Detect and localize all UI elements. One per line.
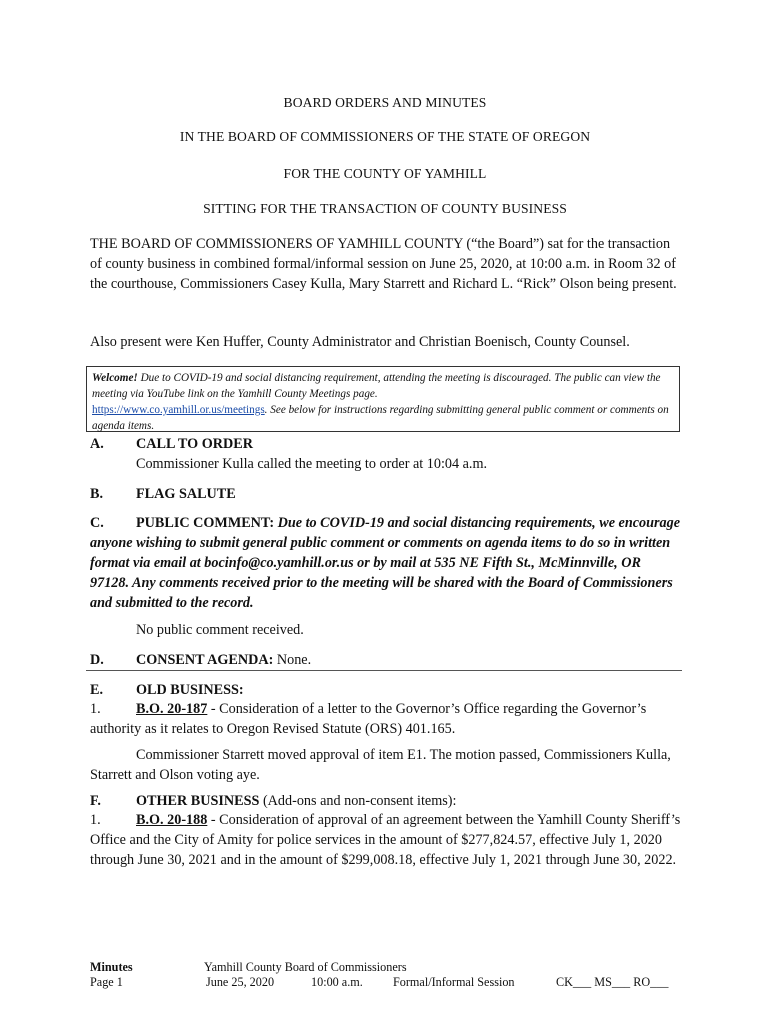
section-f-item-1 (90, 810, 682, 870)
footer-date: June 25, 2020 (206, 975, 275, 989)
section-c-body: Due to COVID-19 and social distancing requirements, we encourage anyone wishing to submit general public comment or comments on agenda items to do so in written format via email at bocinfo@co.yamhill.or.us or by mail at 535 NE Fifth St., McMinnville, OR 97128. Any comments received prior to the meeting will be shared with the Board of Commissioners and submitted to the record. (90, 515, 681, 611)
covid-notice-box (86, 366, 680, 432)
section-a-number: A. (90, 436, 104, 452)
meetings-link[interactable]: https://www.co.yamhill.or.us/meetings (92, 404, 265, 416)
footer-left (90, 960, 133, 990)
footer-initials: CK___ MS___ RO___ (556, 975, 669, 989)
section-f-subtitle: (Add-ons and non-consent items): (259, 793, 457, 809)
section-f-title: OTHER BUSINESS (136, 793, 260, 809)
section-a-body: Commissioner Kulla called the meeting to order at 10:04 a.m. (136, 456, 488, 472)
section-e-item-1 (90, 699, 682, 739)
section-f-heading (90, 791, 682, 811)
board-order-20-187: B.O. 20-187 (136, 701, 208, 717)
section-c-note: No public comment received. (136, 622, 304, 638)
title-county: FOR THE COUNTY OF YAMHILL (283, 166, 487, 181)
title-transaction: SITTING FOR THE TRANSACTION OF COUNTY BUSINESS (203, 201, 567, 216)
section-e-motion: Commissioner Starrett moved approval of item E1. The motion passed, Commissioners Kulla, Starrett and Olson voting aye. (90, 747, 671, 783)
section-a-heading (90, 434, 682, 454)
section-d-title: CONSENT AGENDA: (136, 652, 274, 668)
section-c-number: C. (90, 515, 104, 531)
section-d-body: None. (273, 652, 312, 668)
section-divider (86, 670, 682, 671)
footer-page-number: Page 1 (90, 975, 123, 989)
title-board-orders: BOARD ORDERS AND MINUTES (283, 95, 487, 110)
notice-text-2: . See below for instructions regarding submitting general public comment or comments on agenda items. (92, 404, 669, 432)
section-e-item-number: 1. (90, 701, 101, 717)
footer-minutes: Minutes (90, 960, 133, 974)
section-f-item-text: - Consideration of approval of an agreement between the Yamhill County Sheriff’s Office and the City of Amity for police services in the amount of $277,824.57, effective July 1, 2020 through June 30, 2021 and in the amount of $299,008.18, effective July 1, 2021 through June 30, 2022. (90, 812, 681, 868)
section-e-item-text: - Consideration of a letter to the Governor’s Office regarding the Governor’s authority as it relates to Oregon Revised Statute (ORS) 401.165. (90, 701, 647, 737)
section-e-title: OLD BUSINESS: (136, 682, 244, 698)
section-e-heading (90, 680, 682, 700)
section-d-heading (90, 650, 682, 670)
footer-time: 10:00 a.m. (311, 975, 363, 989)
section-f-item-number: 1. (90, 812, 101, 828)
section-c-title: PUBLIC COMMENT: (136, 515, 275, 531)
section-c-paragraph (90, 513, 682, 613)
section-b-title: FLAG SALUTE (136, 486, 236, 502)
footer-board: Yamhill County Board of Commissioners (204, 960, 407, 974)
section-a-title: CALL TO ORDER (136, 436, 253, 452)
footer-session: Formal/Informal Session (393, 975, 515, 989)
board-order-20-188: B.O. 20-188 (136, 812, 208, 828)
section-b-heading (90, 484, 682, 504)
title-board-commissioners: IN THE BOARD OF COMMISSIONERS OF THE STATE OF OREGON (179, 129, 591, 144)
notice-text-1: Due to COVID-19 and social distancing requirement, attending the meeting is discouraged. The public can view the meeting via YouTube link on the Yamhill County Meetings page. (92, 372, 661, 400)
intro-paragraph: THE BOARD OF COMMISSIONERS OF YAMHILL COUNTY (“the Board”) sat for the transaction of county business in combined formal/informal session on June 25, 2020, at 10:00 a.m. in Room 32 of the courthouse, Commissioners Casey Kulla, Mary Starrett and Richard L. “Rick” Olson being present. (90, 236, 677, 292)
also-present-paragraph: Also present were Ken Huffer, County Administrator and Christian Boenisch, County Counsel. (90, 334, 630, 350)
section-b-number: B. (90, 486, 104, 502)
section-e-number: E. (90, 682, 104, 698)
section-d-number: D. (90, 652, 104, 668)
section-f-number: F. (90, 793, 101, 809)
notice-lead: Welcome! (92, 372, 138, 384)
